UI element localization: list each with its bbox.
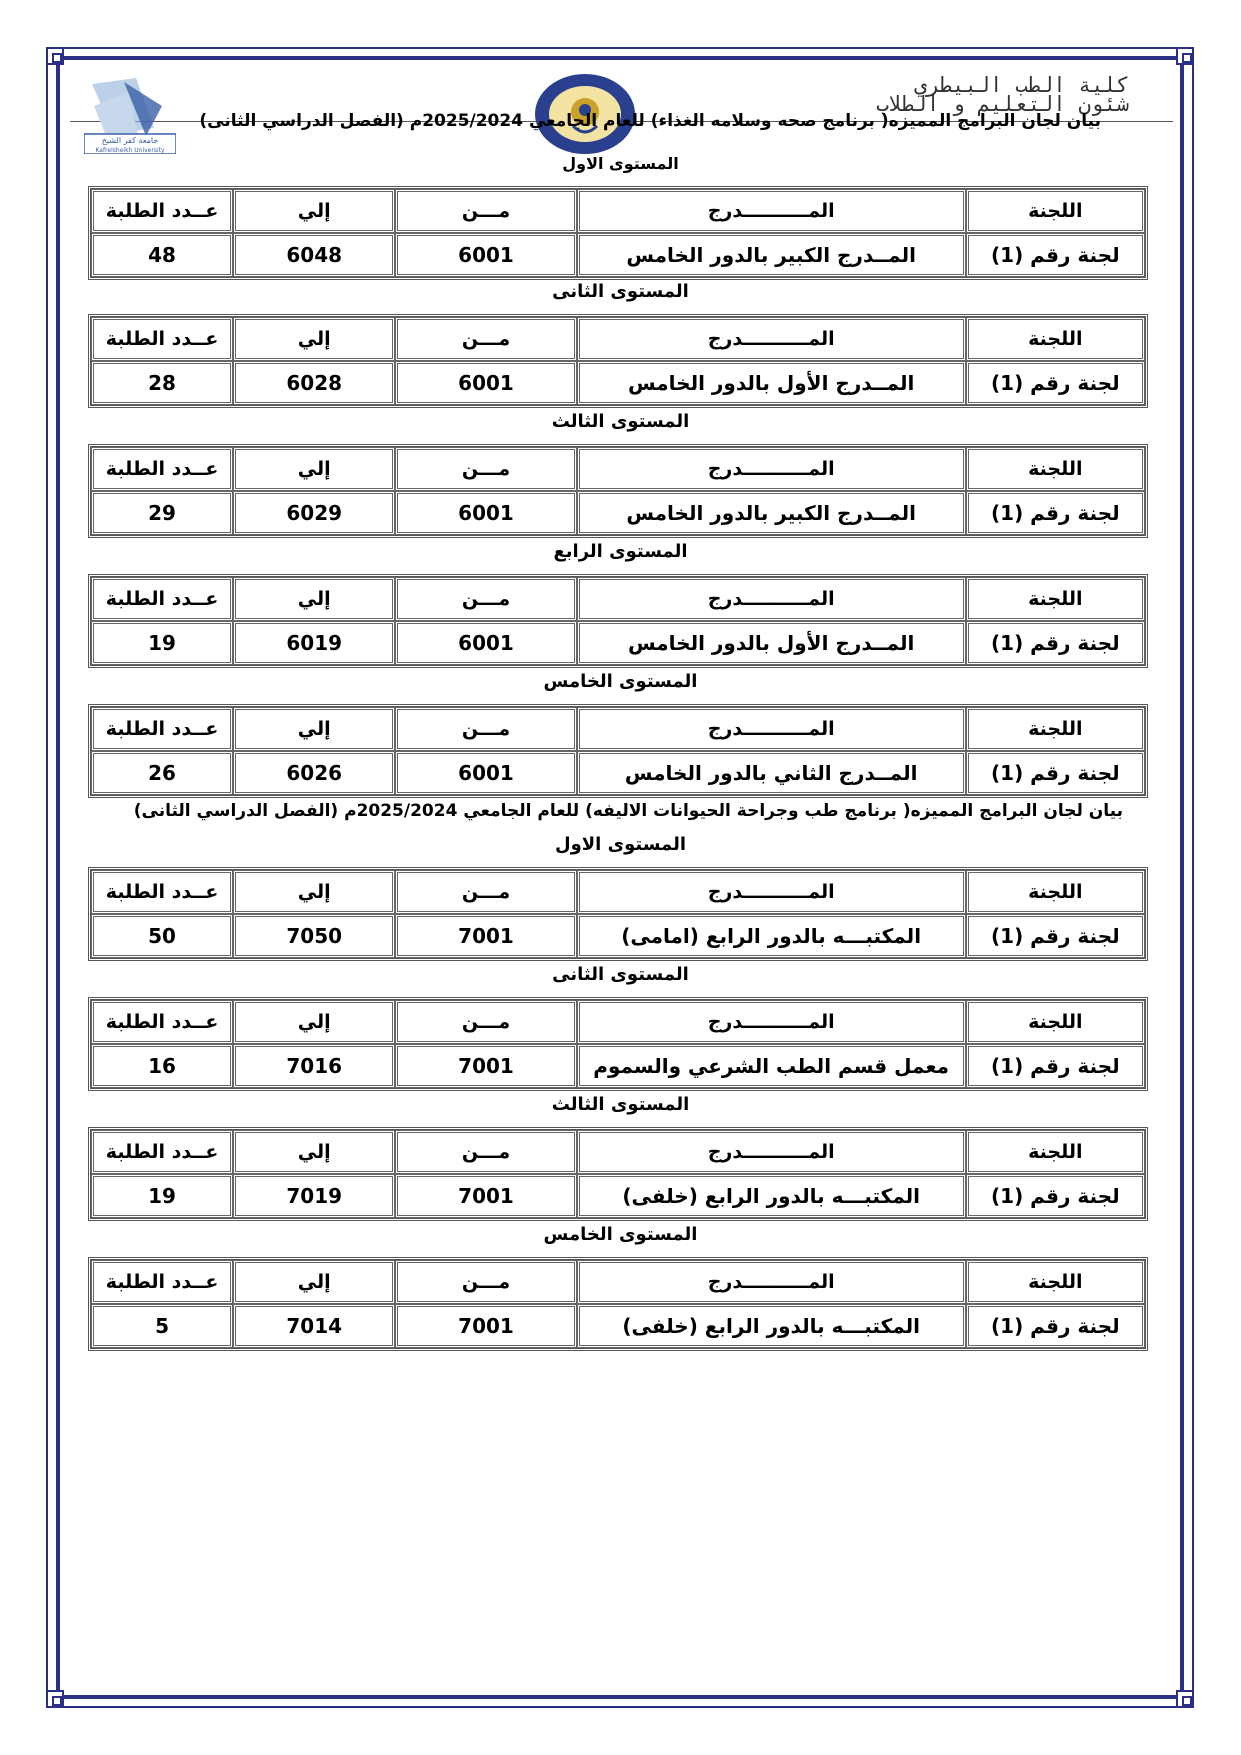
header-committee: اللجنة xyxy=(966,1000,1145,1044)
cell-to: 6048 xyxy=(233,233,395,277)
header-count: عــدد الطلبة xyxy=(91,577,233,621)
header-from: مـــن xyxy=(395,870,576,914)
header-from: مـــن xyxy=(395,577,576,621)
logo-arabic-text: جامعة كفر الشيخ xyxy=(101,136,159,145)
header-from: مـــن xyxy=(395,707,576,751)
header-hall: المــــــــــدرج xyxy=(577,189,966,233)
cell-committee: لجنة رقم (1) xyxy=(966,1044,1145,1088)
header-hall: المــــــــــدرج xyxy=(577,577,966,621)
cell-count: 29 xyxy=(91,491,233,535)
header-hall: المــــــــــدرج xyxy=(577,1000,966,1044)
table-header-row xyxy=(91,1000,1145,1044)
committee-table xyxy=(88,1257,1148,1351)
cell-committee: لجنة رقم (1) xyxy=(966,751,1145,795)
corner-ornament xyxy=(1176,47,1194,65)
level-heading: المستوى الثالث xyxy=(551,411,690,432)
header-hall: المــــــــــدرج xyxy=(577,1260,966,1304)
cell-committee: لجنة رقم (1) xyxy=(966,1174,1145,1218)
cell-from: 6001 xyxy=(395,621,576,665)
header-count: عــدد الطلبة xyxy=(91,870,233,914)
cell-committee: لجنة رقم (1) xyxy=(966,491,1145,535)
cell-committee: لجنة رقم (1) xyxy=(966,1304,1145,1348)
committee-table xyxy=(88,314,1148,408)
program-title: بيان لجان البرامج المميزه( برنامج طب وجراحة الحيوانات الاليفه) للعام الجامعي 2025/2024م (الفصل الدراسي الثانى) xyxy=(133,801,1123,821)
header-hall: المــــــــــدرج xyxy=(577,317,966,361)
header-committee: اللجنة xyxy=(966,1260,1145,1304)
corner-ornament xyxy=(1176,1690,1194,1708)
cell-to: 6028 xyxy=(233,361,395,405)
cell-committee: لجنة رقم (1) xyxy=(966,233,1145,277)
table-row xyxy=(91,361,1145,405)
table-row xyxy=(91,491,1145,535)
cell-from: 7001 xyxy=(395,1174,576,1218)
cell-hall: المــدرج الكبير بالدور الخامس xyxy=(577,491,966,535)
table-header-row xyxy=(91,447,1145,491)
header-to: إلي xyxy=(233,447,395,491)
cell-from: 6001 xyxy=(395,233,576,277)
header-committee: اللجنة xyxy=(966,1130,1145,1174)
table-header-row xyxy=(91,1130,1145,1174)
cell-count: 50 xyxy=(91,914,233,958)
header-count: عــدد الطلبة xyxy=(91,1000,233,1044)
header-committee: اللجنة xyxy=(966,447,1145,491)
cell-to: 7016 xyxy=(233,1044,395,1088)
table-row xyxy=(91,751,1145,795)
cell-count: 28 xyxy=(91,361,233,405)
header-count: عــدد الطلبة xyxy=(91,707,233,751)
header-committee: اللجنة xyxy=(966,189,1145,233)
cell-from: 6001 xyxy=(395,491,576,535)
level-heading: المستوى الثالث xyxy=(551,1094,690,1115)
header-to: إلي xyxy=(233,189,395,233)
committee-table xyxy=(88,704,1148,798)
level-heading: المستوى الخامس xyxy=(543,671,698,692)
logo-english-text: Kafrelsheikh University xyxy=(95,147,165,154)
header-count: عــدد الطلبة xyxy=(91,1130,233,1174)
cell-hall: المــدرج الثاني بالدور الخامس xyxy=(577,751,966,795)
header-committee: اللجنة xyxy=(966,707,1145,751)
level-heading: المستوى الثانى xyxy=(552,281,689,302)
table-header-row xyxy=(91,707,1145,751)
table-header-row xyxy=(91,317,1145,361)
cell-count: 19 xyxy=(91,1174,233,1218)
cell-hall: المكتبـــه بالدور الرابع (خلفى) xyxy=(577,1174,966,1218)
cell-hall: المكتبـــه بالدور الرابع (خلفى) xyxy=(577,1304,966,1348)
corner-ornament xyxy=(46,1690,64,1708)
header-to: إلي xyxy=(233,1260,395,1304)
committee-table xyxy=(88,186,1148,280)
cell-to: 6026 xyxy=(233,751,395,795)
header-to: إلي xyxy=(233,577,395,621)
committee-table xyxy=(88,1127,1148,1221)
cell-hall: المــدرج الكبير بالدور الخامس xyxy=(577,233,966,277)
header-count: عــدد الطلبة xyxy=(91,1260,233,1304)
level-heading: المستوى الثانى xyxy=(552,964,689,985)
header-to: إلي xyxy=(233,317,395,361)
corner-ornament xyxy=(46,47,64,65)
header-count: عــدد الطلبة xyxy=(91,317,233,361)
table-header-row xyxy=(91,1260,1145,1304)
department-name: شئون التعليم و الطلاب xyxy=(876,92,1129,116)
header-count: عــدد الطلبة xyxy=(91,189,233,233)
cell-to: 6019 xyxy=(233,621,395,665)
committee-table xyxy=(88,574,1148,668)
header-hall: المــــــــــدرج xyxy=(577,707,966,751)
cell-hall: معمل قسم الطب الشرعي والسموم xyxy=(577,1044,966,1088)
header-from: مـــن xyxy=(395,447,576,491)
header-from: مـــن xyxy=(395,1130,576,1174)
table-row xyxy=(91,621,1145,665)
header-from: مـــن xyxy=(395,1000,576,1044)
committee-table xyxy=(88,997,1148,1091)
table-header-row xyxy=(91,577,1145,621)
cell-count: 26 xyxy=(91,751,233,795)
cell-count: 16 xyxy=(91,1044,233,1088)
cell-count: 48 xyxy=(91,233,233,277)
header-to: إلي xyxy=(233,1130,395,1174)
table-row xyxy=(91,233,1145,277)
program-title: بيان لجان البرامج المميزه( برنامج صحه وسلامه الغذاء) للعام الجامعي 2025/2024م (الفصل الدراسي الثانى) xyxy=(199,111,1101,131)
header-count: عــدد الطلبة xyxy=(91,447,233,491)
table-row xyxy=(91,1174,1145,1218)
header-from: مـــن xyxy=(395,1260,576,1304)
cell-from: 7001 xyxy=(395,1044,576,1088)
header-to: إلي xyxy=(233,1000,395,1044)
table-row xyxy=(91,914,1145,958)
level-heading: المستوى الخامس xyxy=(543,1224,698,1245)
cell-to: 6029 xyxy=(233,491,395,535)
header-committee: اللجنة xyxy=(966,577,1145,621)
committee-table xyxy=(88,867,1148,961)
table-row xyxy=(91,1304,1145,1348)
cell-committee: لجنة رقم (1) xyxy=(966,621,1145,665)
level-heading: المستوى الاول xyxy=(554,834,687,855)
header-to: إلي xyxy=(233,870,395,914)
header-committee: اللجنة xyxy=(966,317,1145,361)
cell-to: 7014 xyxy=(233,1304,395,1348)
cell-to: 7050 xyxy=(233,914,395,958)
header-from: مـــن xyxy=(395,189,576,233)
cell-hall: المكتبـــه بالدور الرابع (امامى) xyxy=(577,914,966,958)
cell-count: 19 xyxy=(91,621,233,665)
cell-committee: لجنة رقم (1) xyxy=(966,361,1145,405)
table-header-row xyxy=(91,870,1145,914)
cell-count: 5 xyxy=(91,1304,233,1348)
header-from: مـــن xyxy=(395,317,576,361)
cell-committee: لجنة رقم (1) xyxy=(966,914,1145,958)
level-heading: المستوى الاول xyxy=(562,154,679,173)
faculty-name: كلية الطب البيطري xyxy=(914,73,1129,97)
cell-hall: المــدرج الأول بالدور الخامس xyxy=(577,621,966,665)
header-text xyxy=(876,73,1129,116)
header-hall: المــــــــــدرج xyxy=(577,870,966,914)
committee-table xyxy=(88,444,1148,538)
header-to: إلي xyxy=(233,707,395,751)
cell-to: 7019 xyxy=(233,1174,395,1218)
level-heading: المستوى الرابع xyxy=(553,541,688,562)
cell-hall: المــدرج الأول بالدور الخامس xyxy=(577,361,966,405)
cell-from: 6001 xyxy=(395,751,576,795)
cell-from: 7001 xyxy=(395,914,576,958)
table-header-row xyxy=(91,189,1145,233)
cell-from: 7001 xyxy=(395,1304,576,1348)
header-hall: المــــــــــدرج xyxy=(577,1130,966,1174)
cell-from: 6001 xyxy=(395,361,576,405)
header-committee: اللجنة xyxy=(966,870,1145,914)
header-hall: المــــــــــدرج xyxy=(577,447,966,491)
table-row xyxy=(91,1044,1145,1088)
